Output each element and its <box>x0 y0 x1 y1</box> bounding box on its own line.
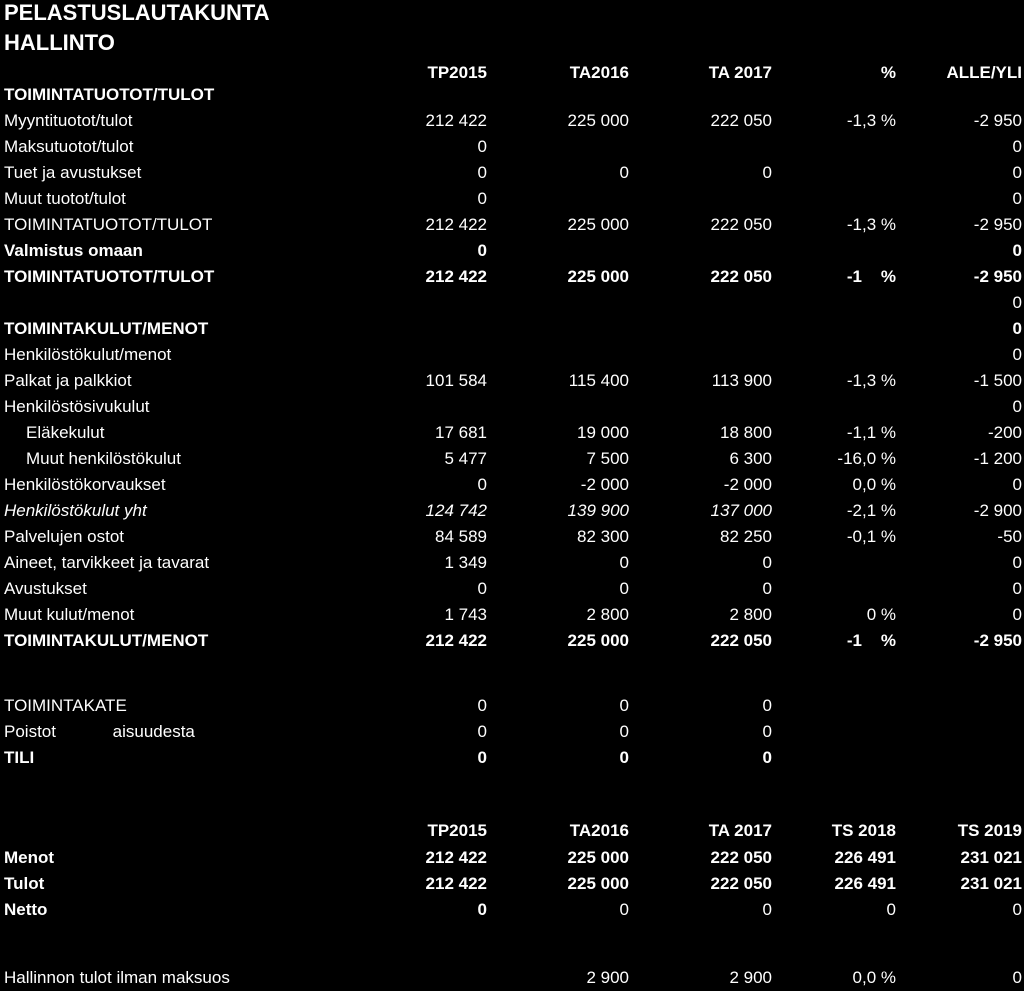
cell-col-4: -1,3 % <box>846 371 896 390</box>
cell-col-1: 1 349 <box>444 553 487 572</box>
row-label: Henkilöstökulut yht <box>4 501 147 520</box>
column-header: TP2015 <box>427 821 487 840</box>
cell-col-1: 124 742 <box>425 501 487 520</box>
cell-col-5: 0 <box>1012 553 1022 572</box>
table-row <box>0 693 1024 719</box>
cell-col-5: 0 <box>1012 579 1022 598</box>
row-label: TOIMINTAKULUT/MENOT <box>4 631 209 650</box>
cell-col-2: 0 <box>619 748 629 767</box>
row-label: Palvelujen ostot <box>4 527 125 546</box>
cell-col-3: 0 <box>762 748 772 767</box>
table-row <box>0 108 1024 134</box>
cell-col-2: 19 000 <box>577 423 629 442</box>
cell-col-3: 222 050 <box>710 848 772 867</box>
cell-col-5: 0 <box>1012 397 1022 416</box>
cell-col-3: 82 250 <box>720 527 772 546</box>
cell-col-1: 5 477 <box>444 449 487 468</box>
cell-col-2: 0 <box>619 722 629 741</box>
table-row <box>0 186 1024 212</box>
cell-col-5: 231 021 <box>960 874 1022 893</box>
cell-col-1: 1 743 <box>444 605 487 624</box>
cell-col-1: 0 <box>477 579 487 598</box>
row-label: Netto <box>4 900 48 919</box>
column-header: TP2015 <box>427 63 487 82</box>
cell-col-4: -1 % <box>846 267 896 286</box>
summary-row <box>0 897 1024 923</box>
cell-col-5: -2 950 <box>973 215 1022 234</box>
column-header: TA2016 <box>569 63 629 82</box>
table-row <box>0 524 1024 550</box>
table-row <box>0 394 1024 420</box>
cell-col-2: 2 900 <box>586 968 629 987</box>
table-row <box>0 472 1024 498</box>
cell-col-2: 0 <box>619 696 629 715</box>
cell-col-4: -1 % <box>846 631 896 650</box>
table-row <box>0 342 1024 368</box>
column-header: TS 2018 <box>831 821 896 840</box>
cell-col-4: 0 <box>886 900 896 919</box>
table-row <box>0 602 1024 628</box>
cell-col-5: -2 950 <box>973 111 1022 130</box>
cell-col-2: 225 000 <box>567 267 629 286</box>
column-header: % <box>880 63 896 82</box>
cell-col-5: 0 <box>1012 345 1022 364</box>
cell-col-2: 2 800 <box>586 605 629 624</box>
cell-col-3: 222 050 <box>710 874 772 893</box>
table-row <box>0 446 1024 472</box>
table-row <box>0 576 1024 602</box>
cell-col-5: 0 <box>1012 293 1022 312</box>
table-row <box>0 290 1024 316</box>
cell-col-5: 0 <box>1012 968 1022 987</box>
cell-col-5: 0 <box>1012 241 1022 260</box>
table-row <box>0 420 1024 446</box>
cell-col-4: -0,1 % <box>846 527 896 546</box>
summary-row <box>0 845 1024 871</box>
cell-col-5: -200 <box>987 423 1022 442</box>
row-label: Hallinnon tulot ilman maksuos <box>4 968 230 987</box>
cell-col-3: 2 800 <box>729 605 772 624</box>
cell-col-5: -2 900 <box>973 501 1022 520</box>
cell-col-5: -1 500 <box>973 371 1022 390</box>
table-row <box>0 316 1024 342</box>
cell-col-4: 226 491 <box>834 874 896 893</box>
table-row <box>0 238 1024 264</box>
row-label: Eläkekulut <box>26 423 105 442</box>
cell-col-1: 212 422 <box>425 874 487 893</box>
cell-col-3: 222 050 <box>710 215 772 234</box>
cell-col-3: 0 <box>762 696 772 715</box>
column-header: TA 2017 <box>708 821 772 840</box>
row-label: Poistot aisuudesta <box>4 722 195 741</box>
row-label: TOIMINTAKULUT/MENOT <box>4 319 209 338</box>
table-row <box>0 667 1024 693</box>
cell-col-4: -16,0 % <box>837 449 896 468</box>
cell-col-1: 212 422 <box>425 631 487 650</box>
cell-col-2: 225 000 <box>567 111 629 130</box>
cell-col-4: 0 % <box>866 605 896 624</box>
cell-col-2: 225 000 <box>567 215 629 234</box>
cell-col-5: -50 <box>997 527 1022 546</box>
cell-col-5: -2 950 <box>973 267 1022 286</box>
cell-col-5: -1 200 <box>973 449 1022 468</box>
cell-col-3: 222 050 <box>710 111 772 130</box>
row-label: Tuet ja avustukset <box>4 163 142 182</box>
cell-col-2: 0 <box>619 163 629 182</box>
cell-col-3: 113 900 <box>711 371 772 390</box>
row-label: Henkilöstösivukulut <box>4 397 150 416</box>
row-label: Maksutuotot/tulot <box>4 137 134 156</box>
column-header: TA 2017 <box>708 63 772 82</box>
cell-col-1: 0 <box>477 241 487 260</box>
cell-col-1: 101 584 <box>425 371 487 390</box>
cell-col-3: 222 050 <box>710 631 772 650</box>
cell-col-3: 6 300 <box>729 449 772 468</box>
cell-col-2: 0 <box>619 900 629 919</box>
cell-col-1: 0 <box>477 696 487 715</box>
table-row <box>0 550 1024 576</box>
cell-col-3: 2 900 <box>729 968 772 987</box>
row-label: Muut henkilöstökulut <box>26 449 181 468</box>
row-label: Tulot <box>4 874 45 893</box>
summary-row <box>0 871 1024 897</box>
cell-col-2: 82 300 <box>577 527 629 546</box>
row-label: Myyntituotot/tulot <box>4 111 133 130</box>
row-label: Muut tuotot/tulot <box>4 189 126 208</box>
table-row <box>0 719 1024 745</box>
column-header: TA2016 <box>569 821 629 840</box>
table-row <box>0 212 1024 238</box>
cell-col-5: 0 <box>1012 189 1022 208</box>
page-subtitle: HALLINTO <box>4 30 115 55</box>
cell-col-2: 225 000 <box>567 631 629 650</box>
row-label: Avustukset <box>4 579 87 598</box>
cell-col-4: -2,1 % <box>846 501 896 520</box>
row-label: TILI <box>4 748 35 767</box>
cell-col-4: -1,3 % <box>846 111 896 130</box>
cell-col-2: 0 <box>619 553 629 572</box>
table-row <box>0 745 1024 771</box>
cell-col-4: -1,3 % <box>846 215 896 234</box>
cell-col-2: 139 900 <box>567 501 629 520</box>
cell-col-5: 0 <box>1012 475 1022 494</box>
cell-col-1: 0 <box>477 189 487 208</box>
cell-col-1: 0 <box>477 748 487 767</box>
table-row <box>0 368 1024 394</box>
cell-col-5: 0 <box>1012 319 1022 338</box>
cell-col-1: 17 681 <box>435 423 487 442</box>
cell-col-3: 0 <box>762 900 772 919</box>
row-label: Henkilöstökorvaukset <box>4 475 166 494</box>
cell-col-1: 84 589 <box>435 527 487 546</box>
cell-col-1: 0 <box>477 163 487 182</box>
cell-col-4: 0,0 % <box>852 968 896 987</box>
cell-col-1: 212 422 <box>425 215 487 234</box>
cell-col-1: 0 <box>477 475 487 494</box>
page-title: PELASTUSLAUTAKUNTA <box>4 0 270 25</box>
row-label: Muut kulut/menot <box>4 605 135 624</box>
cell-col-3: 222 050 <box>710 267 772 286</box>
footer-row <box>0 965 1024 991</box>
cell-col-2: 7 500 <box>586 449 629 468</box>
cell-col-2: 115 400 <box>568 371 629 390</box>
cell-col-4: 226 491 <box>834 848 896 867</box>
table-row <box>0 498 1024 524</box>
cell-col-3: 18 800 <box>720 423 772 442</box>
cell-col-5: 0 <box>1012 163 1022 182</box>
table-row <box>0 264 1024 290</box>
row-label: Valmistus omaan <box>4 241 143 260</box>
cell-col-3: 0 <box>762 553 772 572</box>
cell-col-3: 0 <box>762 579 772 598</box>
cell-col-3: 137 000 <box>710 501 772 520</box>
table-row <box>0 134 1024 160</box>
cell-col-2: 225 000 <box>567 848 629 867</box>
row-label: TOIMINTATUOTOT/TULOT <box>4 267 215 286</box>
table-row <box>0 628 1024 654</box>
cell-col-2: 225 000 <box>567 874 629 893</box>
summary-header <box>0 818 1024 844</box>
cell-col-5: 0 <box>1012 137 1022 156</box>
table-row <box>0 82 1024 108</box>
cell-col-1: 212 422 <box>425 111 487 130</box>
cell-col-5: -2 950 <box>973 631 1022 650</box>
cell-col-3: 0 <box>762 163 772 182</box>
row-label: TOIMINTAKATE <box>4 696 127 715</box>
cell-col-1: 212 422 <box>425 848 487 867</box>
cell-col-5: 0 <box>1012 900 1022 919</box>
cell-col-4: -1,1 % <box>846 423 896 442</box>
cell-col-1: 0 <box>477 900 487 919</box>
row-label: Menot <box>4 848 55 867</box>
table-row <box>0 160 1024 186</box>
row-label: Palkat ja palkkiot <box>4 371 132 390</box>
cell-col-4: 0,0 % <box>852 475 896 494</box>
cell-col-2: -2 000 <box>580 475 629 494</box>
row-label: Henkilöstökulut/menot <box>4 345 172 364</box>
row-label: TOIMINTATUOTOT/TULOT <box>4 215 213 234</box>
row-label: Aineet, tarvikkeet ja tavarat <box>4 553 210 572</box>
cell-col-3: -2 000 <box>723 475 772 494</box>
cell-col-5: 0 <box>1012 605 1022 624</box>
column-header: TS 2019 <box>957 821 1022 840</box>
cell-col-1: 0 <box>477 722 487 741</box>
cell-col-1: 0 <box>477 137 487 156</box>
cell-col-2: 0 <box>619 579 629 598</box>
cell-col-3: 0 <box>762 722 772 741</box>
cell-col-1: 212 422 <box>425 267 487 286</box>
column-header: ALLE/YLI <box>946 63 1022 82</box>
cell-col-5: 231 021 <box>960 848 1022 867</box>
row-label: TOIMINTATUOTOT/TULOT <box>4 85 215 104</box>
